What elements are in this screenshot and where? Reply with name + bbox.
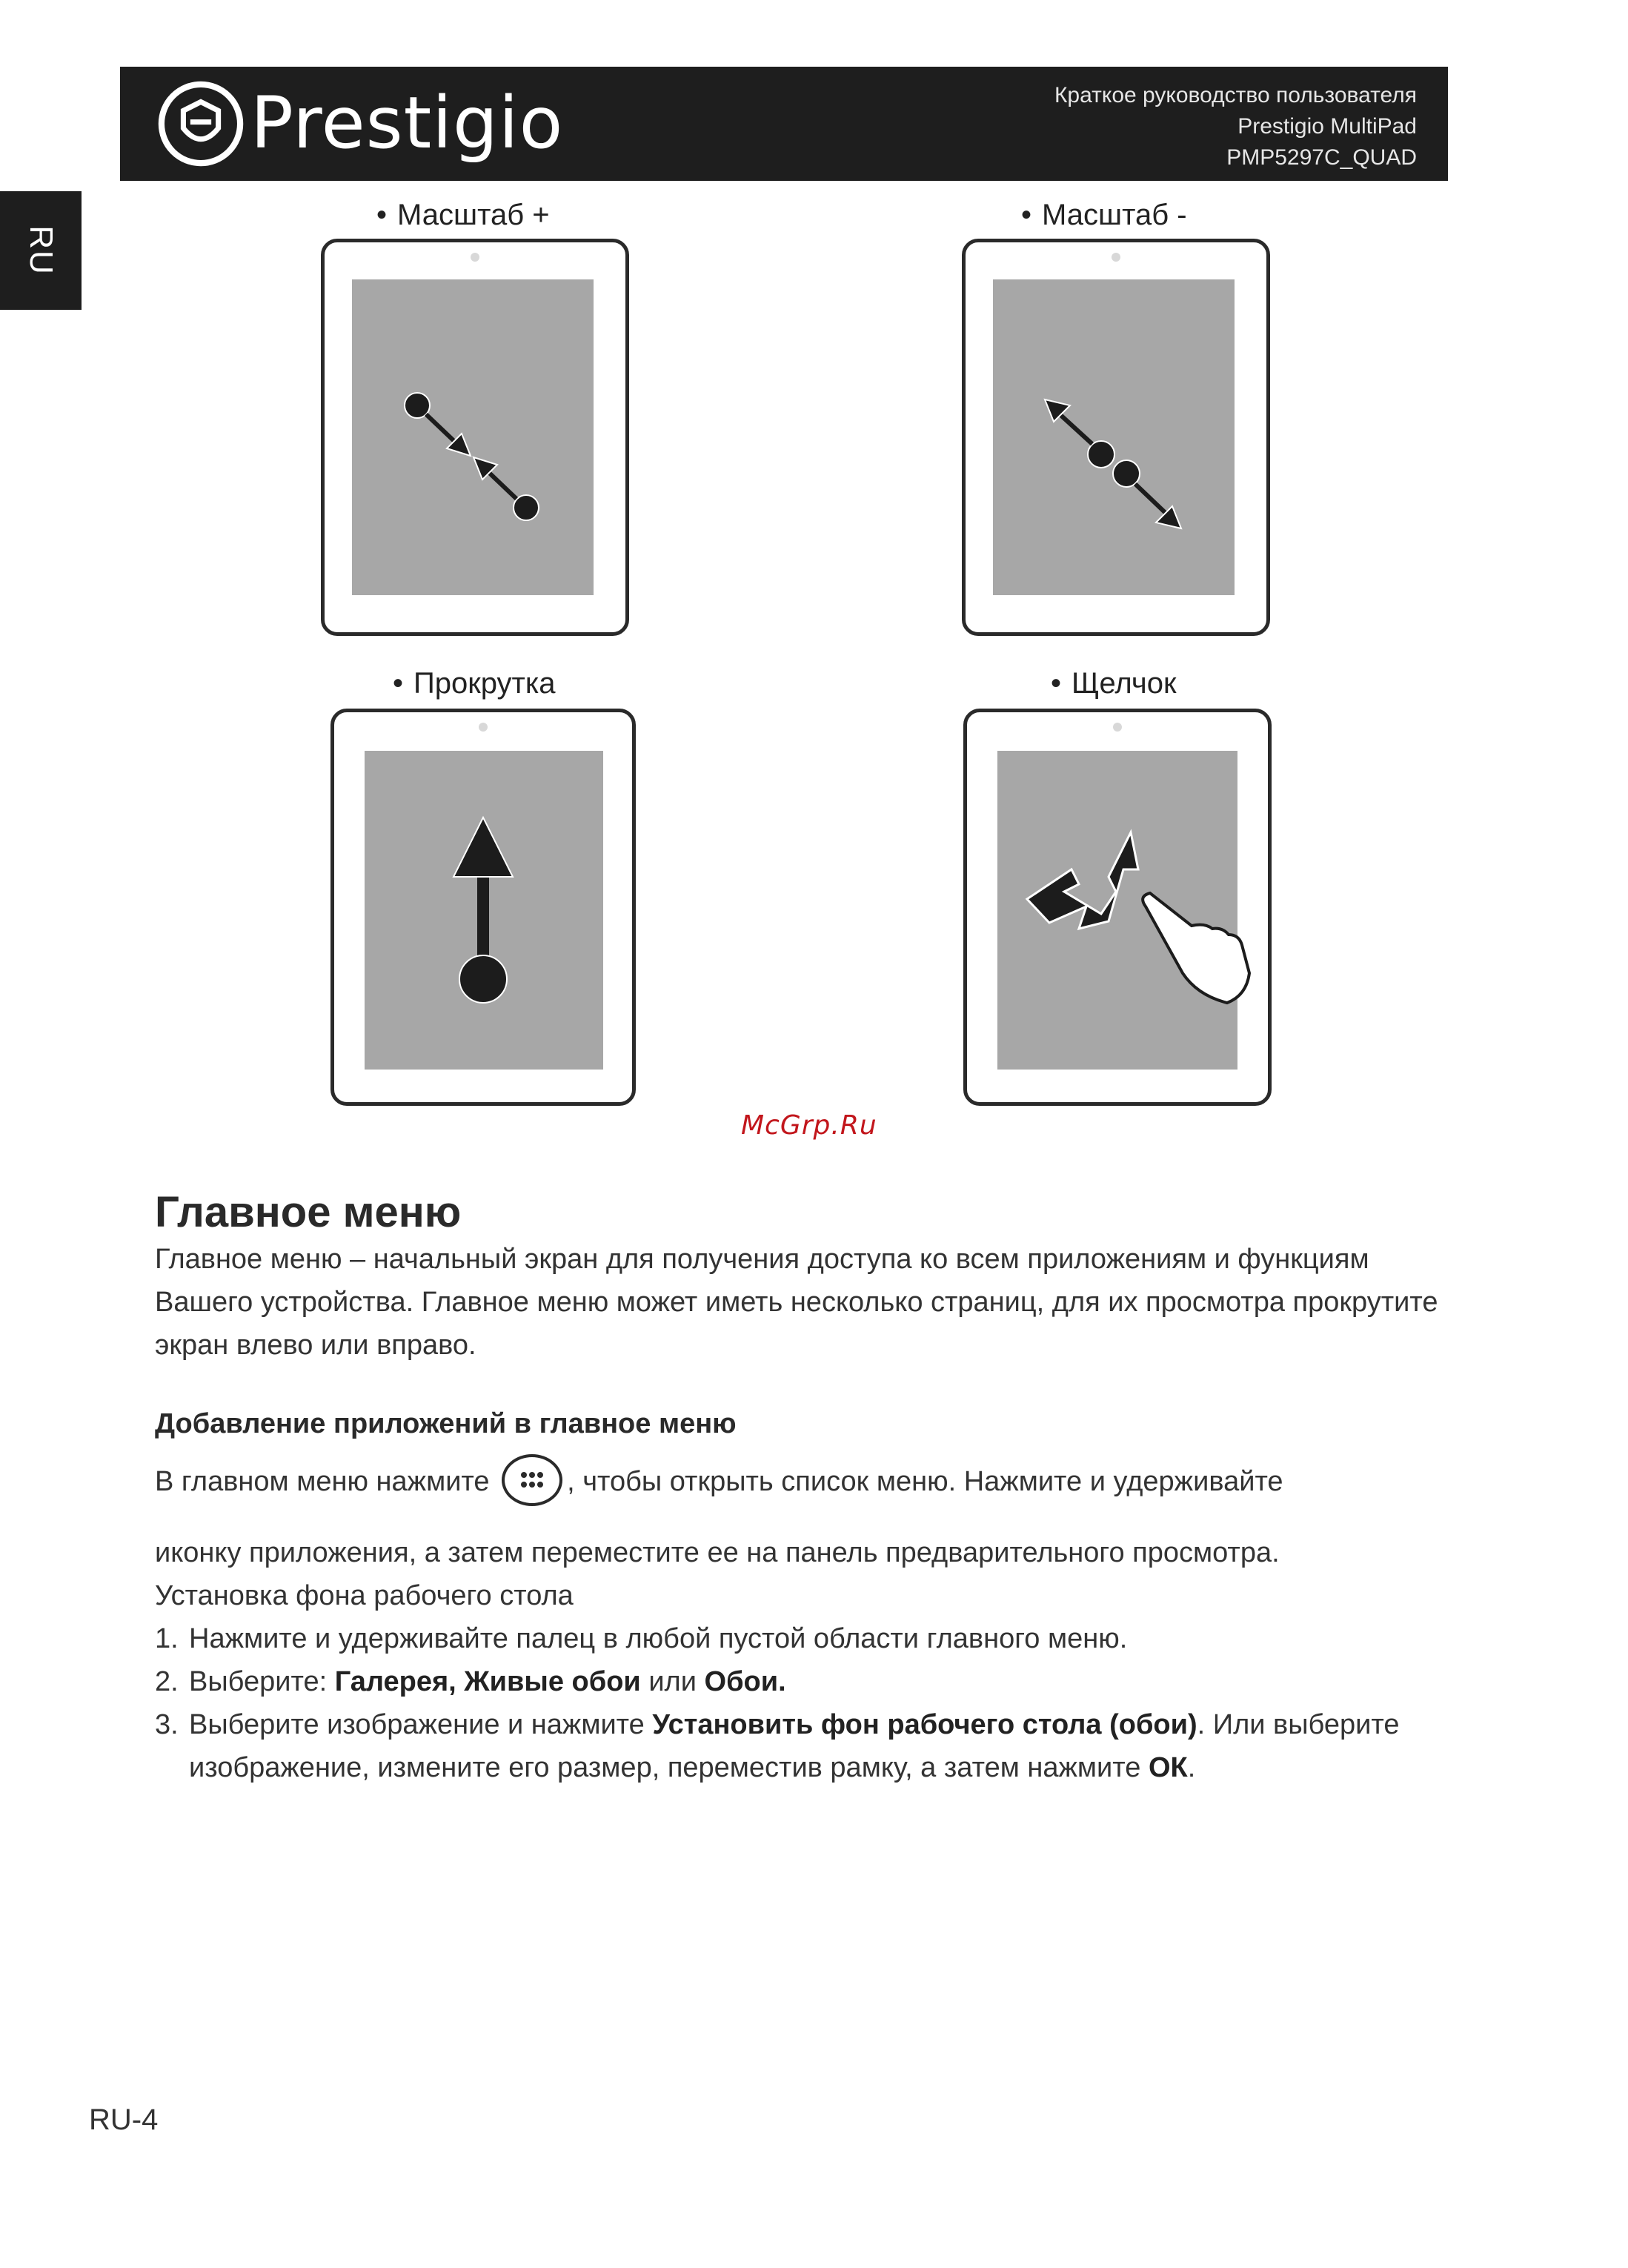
list-item: 3. Выберите изображение и нажмите Установить фон рабочего стола (обои). Или выберите изображение, измените его размер, переместив рамку, а затем нажмите ОК. <box>155 1709 1400 1783</box>
manual-title-line2: Prestigio MultiPad <box>1237 114 1417 139</box>
caption-zoom-out: • Масштаб - <box>1021 199 1187 231</box>
add-apps-line1: В главном меню нажмите , чтобы открыть список меню. Нажмите и удерживайте <box>155 1457 1444 1509</box>
hand-icon <box>1143 893 1249 1003</box>
wallpaper-heading: Установка фона рабочего стола <box>155 1580 574 1611</box>
pinch-in-gesture <box>352 279 594 595</box>
list-item: 2. Выберите: Галерея, Живые обои или Обои. <box>155 1666 786 1697</box>
page-number: RU-4 <box>89 2103 159 2136</box>
finger-dot <box>1088 441 1114 468</box>
caption-zoom-in: • Масштаб + <box>376 199 550 231</box>
screen-scroll <box>365 751 603 1070</box>
manual-title-line1: Краткое руководство пользователя <box>1054 83 1417 107</box>
language-label: RU <box>23 225 59 276</box>
subsection-heading: Добавление приложений в главное меню <box>155 1408 737 1439</box>
camera-dot <box>1113 723 1122 732</box>
camera-dot <box>471 253 479 262</box>
watermark: McGrp.Ru <box>741 1110 877 1141</box>
finger-dot <box>459 955 507 1003</box>
prestigio-crest-icon <box>157 80 245 168</box>
camera-dot <box>1112 253 1120 262</box>
tap-arrow-icon <box>1027 832 1138 929</box>
pinch-out-gesture <box>993 279 1235 595</box>
add-apps-line2: иконку приложения, а затем переместите ее на панель предварительного просмотра. <box>155 1537 1280 1568</box>
tablet-scroll <box>330 709 636 1106</box>
caption-tap: • Щелчок <box>1051 667 1177 700</box>
page-header <box>120 67 1448 181</box>
manual-title <box>1054 80 1417 173</box>
screen-zoom-in <box>352 279 594 595</box>
caption-scroll: • Прокрутка <box>393 667 556 700</box>
screen-tap <box>997 751 1237 1070</box>
tap-gesture <box>997 751 1237 1070</box>
manual-title-line3: PMP5297C_QUAD <box>1226 145 1417 170</box>
finger-dot <box>1113 460 1140 487</box>
arrow-head <box>453 818 513 877</box>
tablet-tap <box>963 709 1272 1106</box>
finger-dot <box>405 393 430 418</box>
camera-dot <box>479 723 488 732</box>
language-tab <box>0 191 82 310</box>
tablet-zoom-in <box>321 239 629 636</box>
screen-zoom-out <box>993 279 1235 595</box>
tablet-zoom-out <box>962 239 1270 636</box>
app-drawer-icon <box>502 1454 562 1506</box>
intro-paragraph: Главное меню – начальный экран для получения доступа ко всем приложениям и функциям Вашего устройства. Главное меню может иметь несколько страниц, для их просмотра прокрутите экран влево или вправо. <box>155 1244 1438 1361</box>
scroll-up-gesture <box>365 751 603 1070</box>
list-item: 1. Нажмите и удерживайте палец в любой пустой области главного меню. <box>155 1623 1128 1654</box>
steps-list <box>155 1617 1444 1789</box>
section-title: Главное меню <box>155 1188 462 1236</box>
brand-name: Prestigio <box>250 82 564 165</box>
finger-dot <box>514 495 539 520</box>
